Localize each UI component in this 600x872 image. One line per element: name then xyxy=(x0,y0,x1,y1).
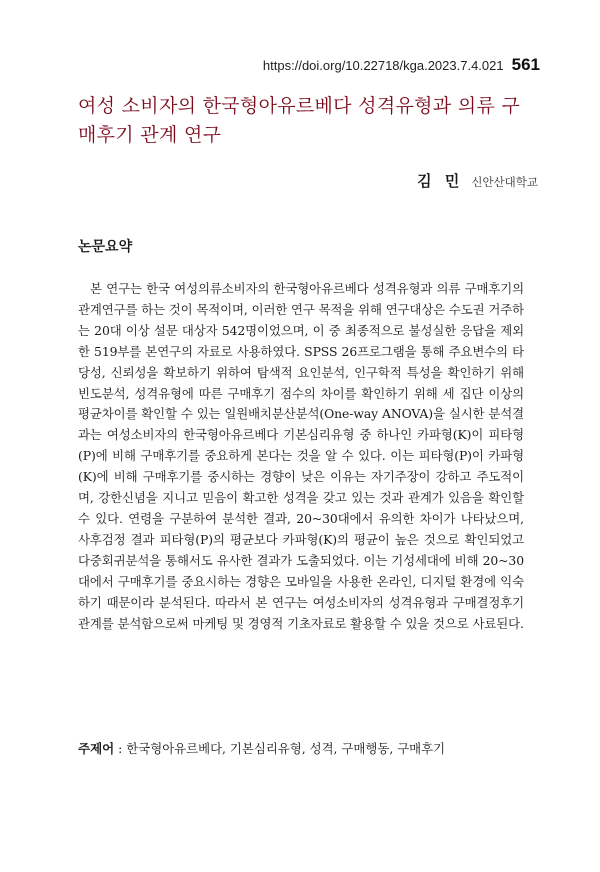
page-header xyxy=(263,55,540,75)
abstract-body: 본 연구는 한국 여성의류소비자의 한국형아유르베다 성격유형과 의류 구매후기의 관계연구를 하는 것이 목적이며, 이러한 연구 목적을 위해 연구대상은 수도권 거주하는 20대 이상 설문 대상자 542명이었으며, 이 중 최종적으로 불성실한 응답을 제외한 519부를 본연구의 자료로 사용하였다. SPSS 26프로그램을 통해 주요변수의 타당성, 신뢰성을 확보하기 위하여 탐색적 요인분석, 인구학적 특성을 확인하기 위해 빈도분석, 성격유형에 따른 구매후기 점수의 차이를 확인하기 위해 세 집단 이상의 평균차이를 확인할 수 있는 일원배치분산분석(One-way ANOVA)을 실시한 분석결과는 여성소비자의 한국형아유르베다 기본심리유형 중 하나인 카파형(K)이 피타형(P)에 비해 구매후기를 중요하게 본다는 것을 알 수 있다. 이는 피타형(P)이 카파형(K)에 비해 구매후기를 중시하는 경향이 낮은 이유는 자기주장이 강하고 주도적이며, 강한신념을 지니고 믿음이 확고한 성격을 갖고 있는 것과 관계가 있음을 확인할 수 있다. 연령을 구분하여 분석한 결과, 20~30대에서 유의한 차이가 나타났으며, 사후검정 결과 피타형(P)의 평균보다 카파형(K)의 평균이 높은 것으로 확인되었고 다중회귀분석을 통해서도 유사한 결과가 도출되었다. 이는 기성세대에 비해 20~30대에서 구매후기를 중요시하는 경향은 모바일을 사용한 온라인, 디지털 환경에 익숙하기 때문이라 분석된다. 따라서 본 연구는 여성소비자의 성격유형과 구매결정후기 관계를 분석함으로써 마케팅 및 경영적 기초자료로 활용할 수 있을 것으로 사료된다. xyxy=(78,281,524,631)
paper-title: 여성 소비자의 한국형아유르베다 성격유형과 의류 구매후기 관계 연구 xyxy=(78,95,521,146)
author-name: 김 민 xyxy=(417,172,464,190)
keywords-label: 주제어 xyxy=(78,741,115,756)
keywords-line xyxy=(78,739,524,759)
author-affiliation: 신안산대학교 xyxy=(471,175,538,189)
author-block xyxy=(417,170,538,191)
keywords-separator: : xyxy=(114,741,127,756)
page-number: 561 xyxy=(511,55,540,74)
abstract-heading: 논문요약 xyxy=(78,239,133,255)
keywords-text: 한국형아유르베다, 기본심리유형, 성격, 구매행동, 구매후기 xyxy=(126,741,446,756)
doi-link[interactable]: https://doi.org/10.22718/kga.2023.7.4.021 xyxy=(262,58,504,73)
